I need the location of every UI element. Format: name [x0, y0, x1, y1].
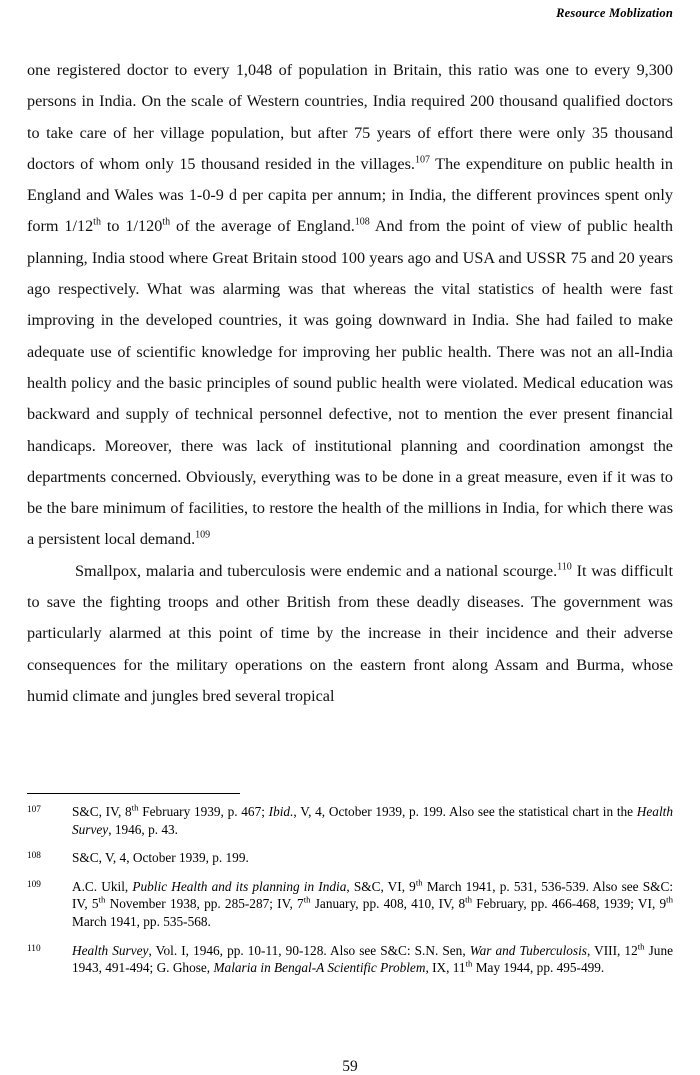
- footnote-text: A.C. Ukil, Public Health and its planning in India, S&C, VI, 9th March 1941, p. 531, 536-539. Also see S&C: IV, 5th November 1938, pp. 285-287; IV, 7th January, pp. 408, 410, IV, 8th February, pp. 466-468, 1939; VI, 9th March 1941, pp. 535-568.: [72, 877, 674, 929]
- footnote-110: [27, 942, 673, 977]
- footnote-number: 107: [27, 805, 41, 815]
- footnote-text: Health Survey, Vol. I, 1946, pp. 10-11, 90-128. Also see S&C: S.N. Sen, War and Tuberculosis, VIII, 12th June 1943, 491-494; G. Ghose, Malaria in Bengal-A Scientific Problem, IX, 11th May 1944, pp. 495-499.: [72, 941, 674, 976]
- paragraph-doctors-ratio: one registered doctor to every 1,048 of population in Britain, this ratio was one to every 9,300 persons in India. On the scale of Western countries, India required 200 thousand qualified doctors to take care of her village population, but after 75 years of effort there were only 35 thousand doctors of whom only 15 thousand resided in the villages.$^{107}$ The expenditure on public health in England and Wales was 1-0-9 d per capita per annum; in India, the different provinces spent only form 1/12th to 1/120th of the average of England.$^{108}$ And from the point of view of public health planning, India stood where Great Britain stood 100 years ago and USA and USSR 75 and 20 years ago respectively. What was alarming was that whereas the vital statistics of health were fast improving in the developed countries, it was going downward in India. She had failed to make adequate use of scientific knowledge for improving her public health. There was not an all-India health policy and the basic principles of sound public health were violated. Medical education was backward and supply of technical personnel defective, not to mention the ever present financial handicaps. Moreover, there was lack of institutional planning and coordination amongst the departments concerned. Obviously, everything was to be done in a great measure, even if it was to be the bare minimum of facilities, to restore the health of the millions in India, for which there was a persistent local demand.$^{109}$: [27, 61, 674, 549]
- footnote-text: S&C, V, 4, October 1939, p. 199.: [72, 850, 249, 866]
- footnote-text: S&C, IV, 8th February 1939, p. 467; Ibid., V, 4, October 1939, p. 199. Also see the statistical chart in the Health Survey, 1946, p. 43.: [72, 802, 673, 837]
- footnote-area: [27, 793, 673, 977]
- paragraph-smallpox: Smallpox, malaria and tuberculosis were endemic and a national scourge.$^{110}$ It was difficult to save the fighting troops and other British from these deadly diseases. The government was particularly alarmed at this point of time by the increase in their incidence and their adverse consequences for the military operations on the eastern front along Assam and Burma, whose humid climate and jungles bred several tropical: [27, 561, 673, 705]
- footnote-separator-rule: [27, 793, 240, 794]
- footnote-number: 110: [27, 943, 41, 954]
- running-header-title: Resource Moblization: [556, 6, 673, 20]
- body-text-block: [27, 55, 673, 712]
- footnote-number: 109: [27, 879, 41, 890]
- footnote-109: [27, 878, 673, 931]
- footnote-107: [27, 803, 673, 838]
- footnote-108: [27, 849, 673, 867]
- footnote-number: 108: [27, 851, 41, 862]
- page-number: 59: [342, 1058, 358, 1075]
